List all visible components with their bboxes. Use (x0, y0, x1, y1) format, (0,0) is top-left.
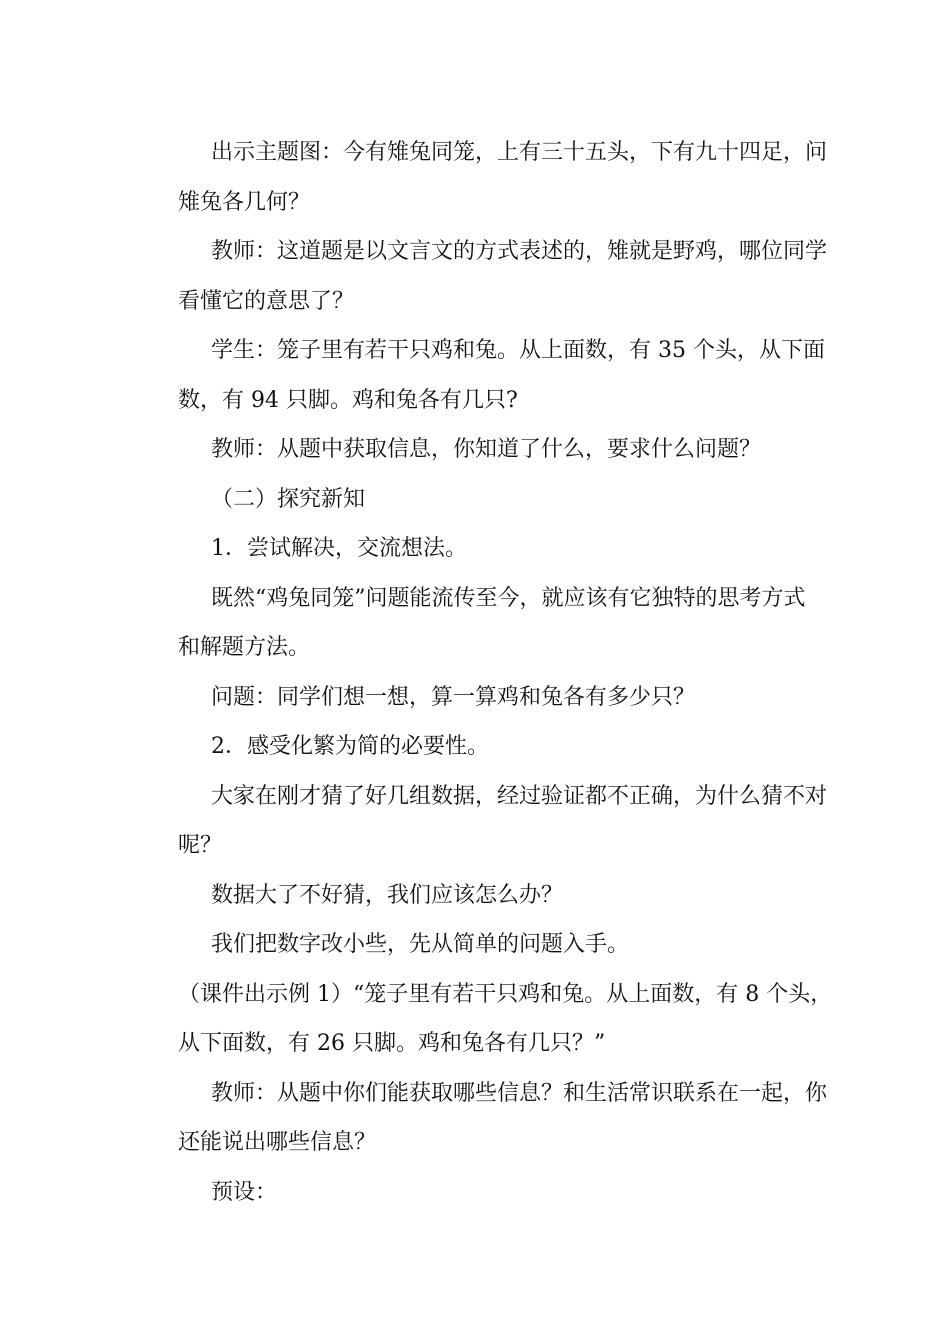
text-line: 和解题方法。 (178, 635, 311, 660)
paragraph-intro-problem (145, 128, 828, 227)
paragraph-teacher-info (145, 425, 815, 475)
text-line: 学生：笼子里有若干只鸡和兔。从上面数，有 35 个头，从下面 (211, 338, 825, 363)
text-line: 看懂它的意思了？ (178, 288, 355, 314)
text-line: 数，有 94 只脚。鸡和兔各有几只? (178, 387, 518, 413)
text-line: 我们把数字改小些，先从简单的问题入手。 (211, 932, 630, 957)
text-line: 1．尝试解决，交流想法。 (211, 536, 467, 561)
text-line: 出示主题图：今有雉兔同笼，上有三十五头，下有九十四足，问 (211, 140, 828, 165)
paragraph-student-answer (145, 326, 825, 425)
paragraph-teacher-question (145, 227, 828, 326)
text-line: 问题：同学们想一想，算一算鸡和兔各有多少只？ (211, 684, 696, 710)
paragraph-what-to-do (145, 871, 815, 921)
section-heading (145, 475, 815, 525)
text-line: 教师：这道题是以文言文的方式表述的，雉就是野鸡，哪位同学 (211, 239, 828, 264)
text-line: 雉兔各几何？ (178, 189, 311, 215)
paragraph-simplify (145, 920, 815, 970)
text-line: 呢？ (178, 833, 223, 858)
text-line: 既然“鸡兔同笼”问题能流传至今，就应该有它独特的思考方式 (211, 585, 806, 611)
paragraph-method-intro (145, 574, 815, 673)
step-heading-1 (145, 524, 815, 574)
paragraph-teacher-followup (145, 1069, 828, 1168)
document-body (145, 128, 833, 1217)
text-line: 教师：从题中你们能获取哪些信息？和生活常识联系在一起，你 (211, 1080, 828, 1106)
text-line: 预设： (211, 1179, 278, 1205)
text-line: 大家在刚才猜了好几组数据，经过验证都不正确，为什么猜不对 (211, 783, 828, 809)
step-heading-2 (145, 722, 815, 772)
text-line: 从下面数，有 26 只脚。鸡和兔各有几只？” (178, 1031, 606, 1056)
paragraph-preset (145, 1168, 815, 1218)
text-line: （课件出示例 1）“笼子里有若干只鸡和兔。从上面数，有 8 个头， (178, 981, 833, 1007)
text-line: （二）探究新知 (211, 486, 366, 512)
text-line: 教师：从题中获取信息，你知道了什么，要求什么问题？ (211, 437, 762, 462)
paragraph-example-1 (145, 970, 833, 1069)
paragraph-question (145, 673, 815, 723)
paragraph-guess-reflection (145, 772, 828, 871)
text-line: 还能说出哪些信息？ (178, 1130, 377, 1155)
text-line: 数据大了不好猜，我们应该怎么办？ (211, 882, 564, 908)
text-line: 2．感受化繁为简的必要性。 (211, 734, 489, 759)
